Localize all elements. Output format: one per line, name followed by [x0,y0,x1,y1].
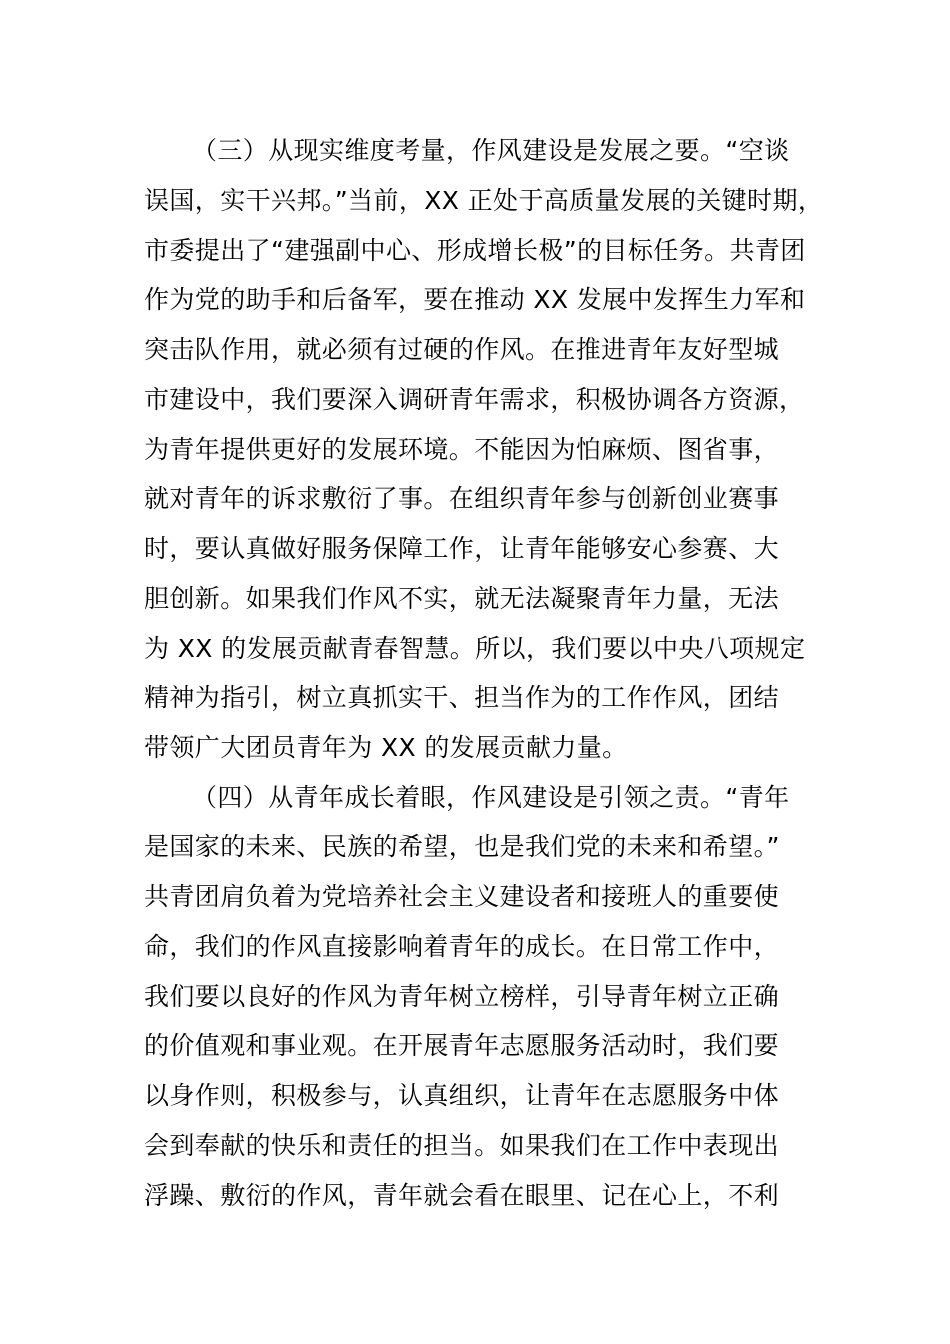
text-line: 精神为指引，树立真抓实干、担当作为的工作作风，团结 [144,683,780,712]
text-line: 会到奉献的快乐和责任的担当。如果我们在工作中表现出 [144,1131,780,1160]
text-line: 命，我们的作风直接影响着青年的成长。在日常工作中， [144,932,780,961]
text-line: 带领广大团员青年为 XX 的发展贡献力量。 [144,733,628,762]
text-line: （四）从青年成长着眼，作风建设是引领之责。“青年 [192,783,790,812]
text-line: 浮躁、敷衍的作风，青年就会看在眼里、记在心上，不利 [144,1181,780,1210]
text-line: 就对青年的诉求敷衍了事。在组织青年参与创新创业赛事 [144,484,780,513]
text-line: 市建设中，我们要深入调研青年需求，积极协调各方资源， [144,385,805,414]
text-line: 突击队作用，就必须有过硬的作风。在推进青年友好型城 [144,335,780,364]
text-line: 作为党的助手和后备军，要在推动 XX 发展中发挥生力军和 [144,285,806,314]
text-line: 市委提出了“建强副中心、形成增长极”的目标任务。共青团 [144,236,806,265]
text-line: 的价值观和事业观。在开展青年志愿服务活动时，我们要 [144,1031,780,1060]
text-line: 误国，实干兴邦。”当前，XX 正处于高质量发展的关键时期， [144,186,824,215]
text-line: 共青团肩负着为党培养社会主义建设者和接班人的重要使 [144,882,780,911]
text-line: 是国家的未来、民族的希望，也是我们党的未来和希望。” [144,832,780,861]
text-line: 以身作则，积极参与，认真组织，让青年在志愿服务中体 [144,1081,780,1110]
text-line: 为青年提供更好的发展环境。不能因为怕麻烦、图省事， [144,435,780,464]
text-line: 胆创新。如果我们作风不实，就无法凝聚青年力量，无法 [144,584,780,613]
text-line: 时，要认真做好服务保障工作，让青年能够安心参赛、大 [144,534,780,563]
text-line: （三）从现实维度考量，作风建设是发展之要。“空谈 [192,136,790,165]
text-line: 为 XX 的发展贡献青春智慧。所以，我们要以中央八项规定 [144,634,806,663]
text-line: 我们要以良好的作风为青年树立榜样，引导青年树立正确 [144,982,780,1011]
